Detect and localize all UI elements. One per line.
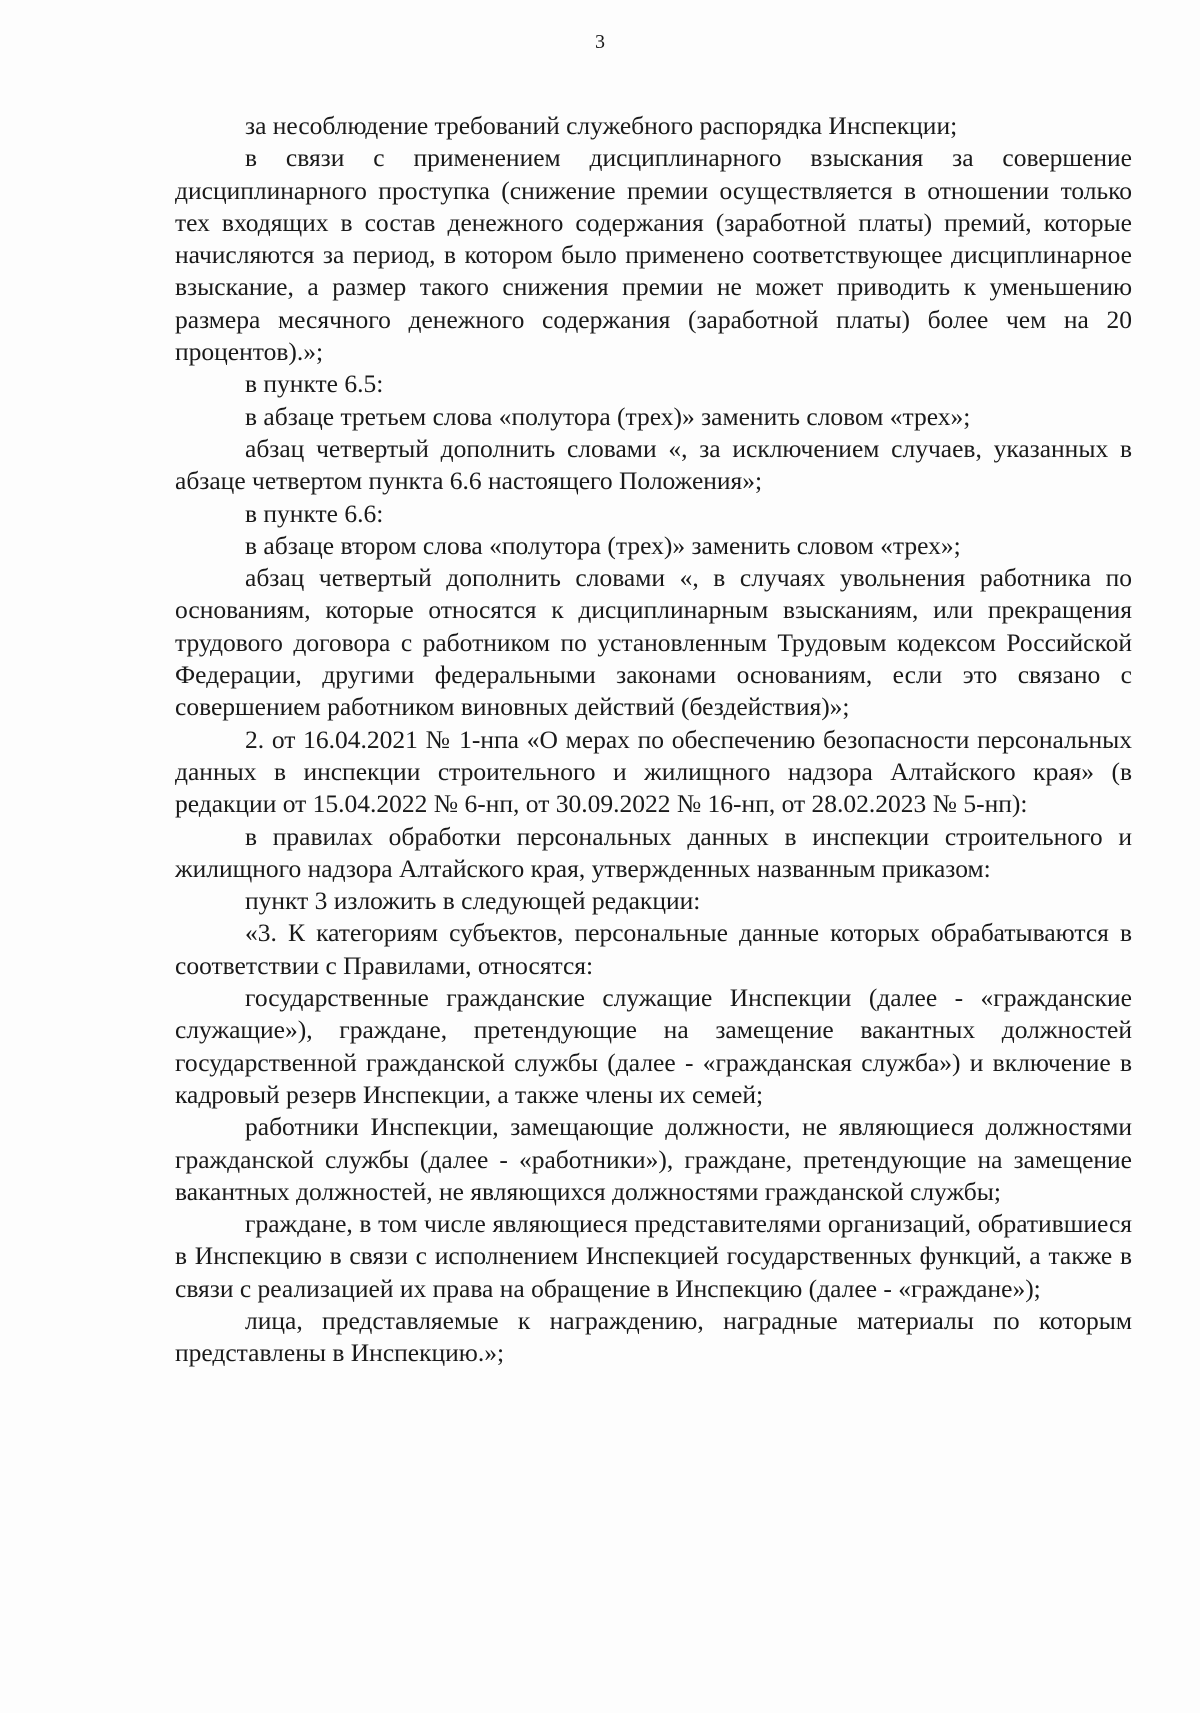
- paragraph: в пункте 6.5:: [245, 369, 384, 399]
- paragraph: «3. К категориям субъектов, персональные данные которых обрабатываются в соответствии с Правилами, относятся:: [175, 918, 1132, 980]
- paragraph: 2. от 16.04.2021 № 1-нпа «О мерах по обеспечению безопасности персональных данных в инспекции строительного и жилищного надзора Алтайского края» (в редакции от 15.04.2022 № 6-нп, от 30.09.2022 № 16-нп, от 28.02.2023 № 5-нп):: [175, 724, 1132, 819]
- paragraph: за несоблюдение требований служебного распорядка Инспекции;: [245, 111, 958, 140]
- paragraph: в абзаце втором слова «полутора (трех)» заменить словом «трех»;: [245, 530, 961, 560]
- paragraph: лица, представляемые к награждению, наградные материалы по которым представлены в Инспекцию.»;: [175, 1305, 1132, 1368]
- paragraph: абзац четвертый дополнить словами «, за исключением случаев, указанных в абзаце четвертом пункта 6.6 настоящего Положения»;: [175, 433, 1132, 496]
- paragraph: граждане, в том числе являющиеся представителями организаций, обратившиеся в Инспекцию в связи с исполнением Инспекцией государственных функций, а также в связи с реализацией их права на обращение в Инспекцию (далее - «граждане»);: [175, 1209, 1132, 1303]
- paragraph: абзац четвертый дополнить словами «, в случаях увольнения работника по основаниям, которые относятся к дисциплинарным взысканиям, или прекращения трудового договора с работником по установленным Трудовым кодексом Российской Федерации, другими федеральными законами основаниям, если это связано с совершением работником виновных действий (бездействия)»;: [175, 563, 1132, 722]
- document-body: [175, 110, 1132, 1370]
- paragraph: пункт 3 изложить в следующей редакции:: [245, 886, 701, 916]
- paragraph: в связи с применением дисциплинарного взыскания за совершение дисциплинарного проступка (снижение премии осуществляется в отношении только тех входящих в состав денежного содержания (заработной платы) премий, которые начисляются за период, в котором было применено соответствующее дисциплинарное взыскание, а размер такого снижения премии не может приводить к уменьшению размера месячного денежного содержания (заработной платы) более чем на 20 процентов).»;: [175, 143, 1132, 367]
- paragraph: в пункте 6.6:: [245, 498, 384, 528]
- paragraph: в абзаце третьем слова «полутора (трех)» заменить словом «трех»;: [245, 401, 971, 431]
- paragraph: государственные гражданские служащие Инспекции (далее - «гражданские служащие»), граждане, претендующие на замещение вакантных должностей государственной гражданской службы (далее - «гражданская служба») и включение в кадровый резерв Инспекции, а также члены их семей;: [175, 983, 1132, 1109]
- paragraph: работники Инспекции, замещающие должности, не являющиеся должностями гражданской службы (далее - «работники»), граждане, претендующие на замещение вакантных должностей, не являющихся должностями гражданской службы;: [175, 1112, 1132, 1206]
- paragraph: в правилах обработки персональных данных в инспекции строительного и жилищного надзора Алтайского края, утвержденных названным приказом:: [175, 821, 1132, 883]
- page-number: 3: [595, 31, 605, 53]
